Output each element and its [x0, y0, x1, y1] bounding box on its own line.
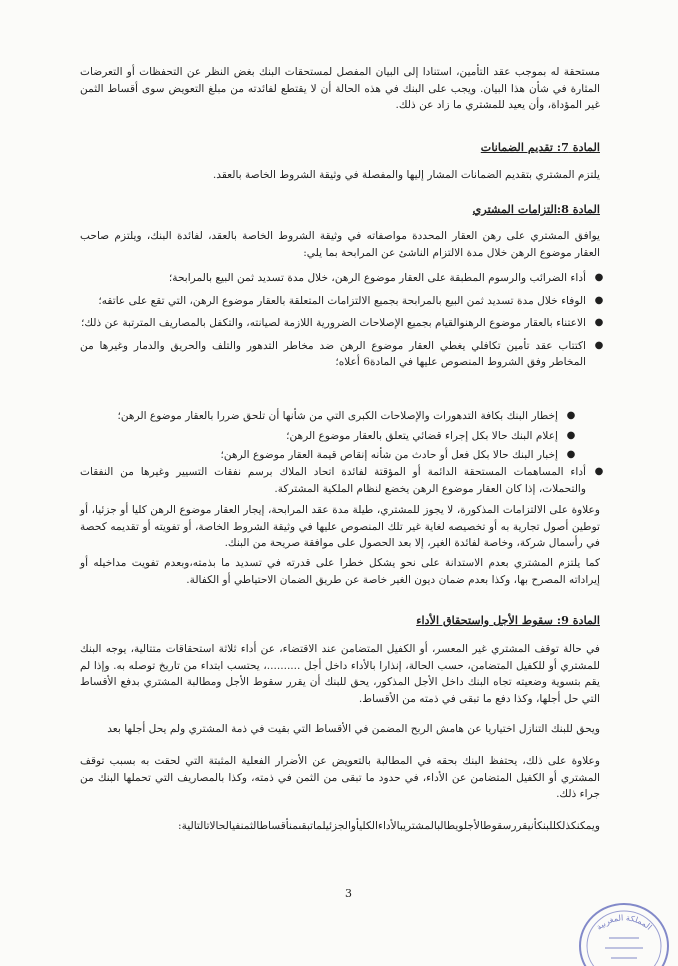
- article-9-paragraph-waiver: ويحق للبنك التنازل اختياريا عن هامش الربح المضمن في الأقساط التي بقيت في ذمة المشتري ولم يحل أجلها بعد: [107, 723, 600, 735]
- list-item: ● إخبار البنك حالا بكل فعل أو حادث من شأنه إنقاص قيمة العقار موضوع الرهن؛: [80, 447, 558, 464]
- list-item: ● الوفاء خلال مدة تسديد ثمن البيع بالمرابحة بجميع الالتزامات المتعلقة بالعقار موضوع الرهن، التي تقع على عاتقه؛: [80, 293, 586, 310]
- list-item: ● إعلام البنك حالا بكل إجراء قضائي يتعلق بالعقار موضوع الرهن؛: [80, 428, 558, 445]
- intro-paragraph: مستحقة له بموجب عقد التأمين، استنادا إلى البيان المفصل لمستحقات البنك بغض النظر عن التحفظات أو التعرضات المثارة في شأن هذا البيان. ويجب على البنك في هذه الحالة أن لا يقتطع لفائدته من مبلغ التعويض سوى أقساط الثمن غير المؤداة، وأن يعيد للمشتري ما زاد عن ذلك.: [80, 66, 600, 111]
- svg-text:المملكة المغربية: المملكة المغربية: [594, 913, 654, 932]
- list-item: ● الاعتناء بالعقار موضوع الرهنوالقيام بجميع الإصلاحات الضرورية اللازمة لصيانته، والتكفل بالمصاريف المترتبة عن ذلك؛: [80, 315, 586, 332]
- bullet-icon: ●: [594, 272, 604, 283]
- article-9-paragraph-cases: ويمكنكذلكللبنكأنيقررسقوطالأجلويطالبالمشتريبالأداءالكليأوالجزئيلماتبقىمنأقساطالثمنفيالحالاتالتالية:: [178, 820, 600, 832]
- official-stamp: [575, 886, 673, 966]
- bullet-icon: ●: [594, 317, 604, 328]
- article-8-intro: يوافق المشتري على رهن العقار المحددة مواصفاته في وثيقة الشروط الخاصة بالعقد، لفائدة البنك، ويلتزم صاحب العقار موضوع الرهن خلال مدة الالتزام الناشئ عن المرابحة بما يلي:: [80, 230, 600, 259]
- article-8-paragraph-debt: كما يلتزم المشتري بعدم الاستدانة على نحو يشكل خطرا على قدرته في تسديد ما بذمته،وبعدم تفويت مداخيله أو إيراداته المصرح بها، وكذا بعدم ضمان ديون الغير خاصة عن طريق الضمان الاحتياطي أو الكفالة.: [80, 557, 600, 586]
- bullet-icon: ●: [566, 429, 576, 441]
- list-item: ● اكتتاب عقد تأمين تكافلي يغطي العقار موضوع الرهن ضد مخاطر التدهور والتلف والحريق والدمار وغيرها من المخاطر وفق الشروط المنصوص عليها في المادة6 أعلاه؛: [80, 339, 604, 368]
- article-8-heading: المادة 8:التزامات المشتري: [472, 202, 600, 216]
- bullet-icon: ●: [566, 449, 576, 460]
- list-item: ● أداء الضرائب والرسوم المطبقة على العقار موضوع الرهن، خلال مدة تسديد ثمن البيع بالمرابحة؛: [80, 270, 586, 287]
- bullet-icon: ●: [594, 466, 604, 477]
- article-9-paragraph-compensation: وعلاوة على ذلك، يحتفظ البنك بحقه في المطالبة بالتعويض عن الأضرار الفعلية المثبتة التي لحقت به بسبب توقف المشتري أو الكفيل المتضامن عن الأداء، في حدود ما تبقى من الثمن في ذمته، وكذا بالمصاريف التي تحملها البنك من جراء ذلك.: [80, 755, 600, 800]
- list-item: ● إخطار البنك بكافة التدهورات والإصلاحات الكبرى التي من شأنها أن تلحق ضررا بالعقار موضوع الرهن؛: [80, 408, 558, 425]
- article-8-paragraph-restrictions: وعلاوة على الالتزامات المذكورة، لا يجوز للمشتري، طيلة مدة عقد المرابحة، إيجار العقار موضوع الرهن كليا أو جزئيا، أو توطين أصول تجارية به أو تخصيصه لغاية غير تلك المنصوص عليها في وثيقة الشروط الخاصة، أو تفويته أو تقديمه كحصة في رأسمال شركة، وخاصة لفائدة الغير، إلا بعد الحصول على موافقة صريحة من البنك.: [80, 504, 600, 549]
- article-9-heading: المادة 9: سقوط الأجل واستحقاق الأداء: [416, 613, 600, 627]
- page-number: 3: [345, 887, 352, 900]
- article-8-obligations-list-indented: [80, 408, 576, 464]
- bullet-icon: ●: [594, 339, 604, 351]
- article-8-obligations-list: [80, 270, 604, 371]
- article-7-body: يلتزم المشتري بتقديم الضمانات المشار إليها والمفصلة في وثيقة الشروط الخاصة بالعقد.: [212, 169, 600, 181]
- article-8-obligations-list-tail: [80, 464, 604, 497]
- bullet-icon: ●: [566, 410, 576, 421]
- bullet-icon: ●: [594, 294, 604, 306]
- article-9-paragraph-default: في حالة توقف المشتري غير المعسر، أو الكفيل المتضامن عند الاقتضاء، عن أداء ثلاثة استحقاقات متتالية، يوجه البنك للمشتري أو للكفيل المتضامن، حسب الحالة، إنذارا بالأداء داخل أجل ..........، يحتسب ابتداء من تاريخ توصله به. وإذا لم يقم بتسوية وضعيته تجاه البنك داخل الأجل المذكور، يحق للبنك أن يقرر سقوط الأجل ومطالبة المشتري بدفع الأقساط التي حل أجلها، وكذا دفع ما تبقى في ذمته من الأقساط.: [80, 643, 600, 705]
- list-item: ● أداء المساهمات المستحقة الدائمة أو المؤقتة لفائدة اتحاد الملاك برسم نفقات التسيير وغيرها من النفقات والتحملات، إذا كان العقار موضوع الرهن يخضع لنظام الملكية المشتركة.: [80, 466, 604, 495]
- article-7-heading: المادة 7: تقديم الضمانات: [480, 140, 600, 154]
